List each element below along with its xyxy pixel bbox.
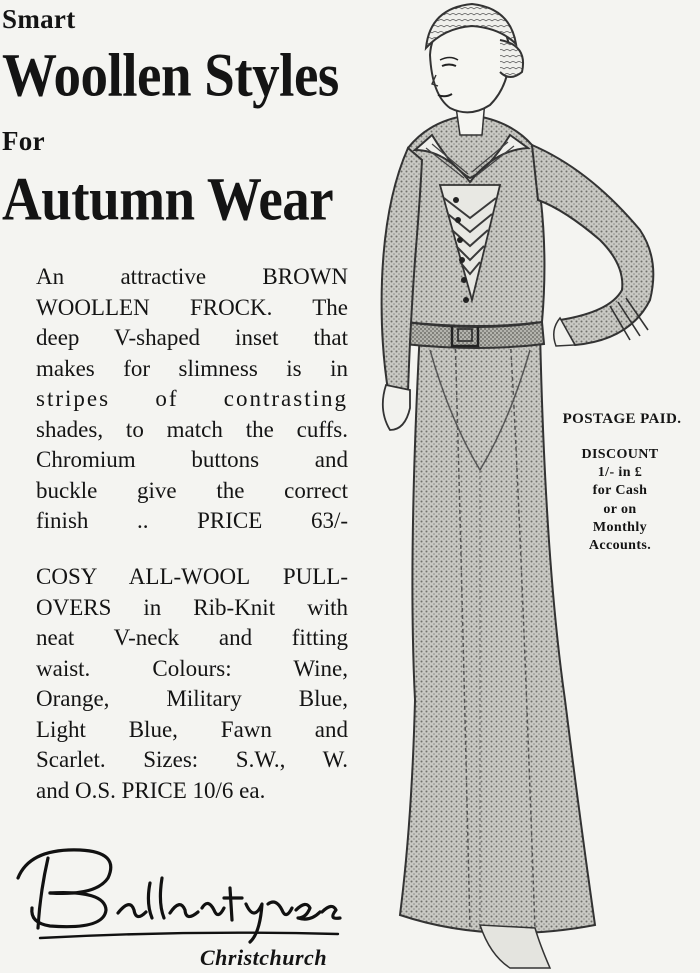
pullovers-description bbox=[36, 562, 348, 806]
pullover-line: waist. Colours: Wine, bbox=[36, 655, 348, 681]
frock-line: stripes of contrasting bbox=[36, 386, 348, 411]
frock-line: finish .. PRICE 63/- bbox=[36, 508, 348, 533]
headline-autumn-wear: Autumn Wear bbox=[2, 164, 334, 233]
frock-line: deep V-shaped inset that bbox=[36, 325, 348, 350]
postage-paid-note: POSTAGE PAID. bbox=[562, 411, 682, 427]
pullover-line: and O.S. PRICE 10/6 ea. bbox=[36, 777, 266, 803]
pullover-line: Scarlet. Sizes: S.W., W. bbox=[36, 747, 348, 772]
discount-note bbox=[560, 446, 680, 555]
pullover-line: Light Blue, Fawn and bbox=[36, 716, 348, 742]
frock-description bbox=[36, 262, 348, 537]
pullover-line: neat V-neck and fitting bbox=[36, 625, 348, 650]
discount-line: DISCOUNT bbox=[581, 447, 659, 462]
store-location: Christchurch bbox=[200, 945, 328, 970]
frock-line: buckle give the correct bbox=[36, 477, 348, 503]
headline-smart: Smart bbox=[2, 4, 76, 34]
frock-line: shades, to match the cuffs. bbox=[36, 416, 348, 442]
discount-line: 1/- in £ bbox=[597, 465, 643, 481]
ballantynes-signature-logo bbox=[10, 838, 350, 948]
frock-line: Chromium buttons and bbox=[36, 447, 348, 472]
pullover-line: OVERS in Rib-Knit with bbox=[36, 594, 348, 620]
discount-line: or on bbox=[603, 501, 637, 517]
discount-line: for Cash bbox=[592, 483, 648, 499]
frock-line: makes for slimness is in bbox=[36, 355, 348, 381]
frock-line: WOOLLEN FROCK. The bbox=[36, 294, 348, 320]
headline-woollen-styles: Woollen Styles bbox=[2, 40, 339, 109]
discount-line: Monthly bbox=[592, 519, 648, 535]
headline-for: For bbox=[2, 126, 45, 156]
pullover-line: Orange, Military Blue, bbox=[36, 686, 348, 711]
pullover-line: COSY ALL-WOOL PULL- bbox=[36, 564, 348, 589]
discount-line: Accounts. bbox=[588, 537, 652, 553]
frock-line: An attractive BROWN bbox=[36, 264, 348, 289]
